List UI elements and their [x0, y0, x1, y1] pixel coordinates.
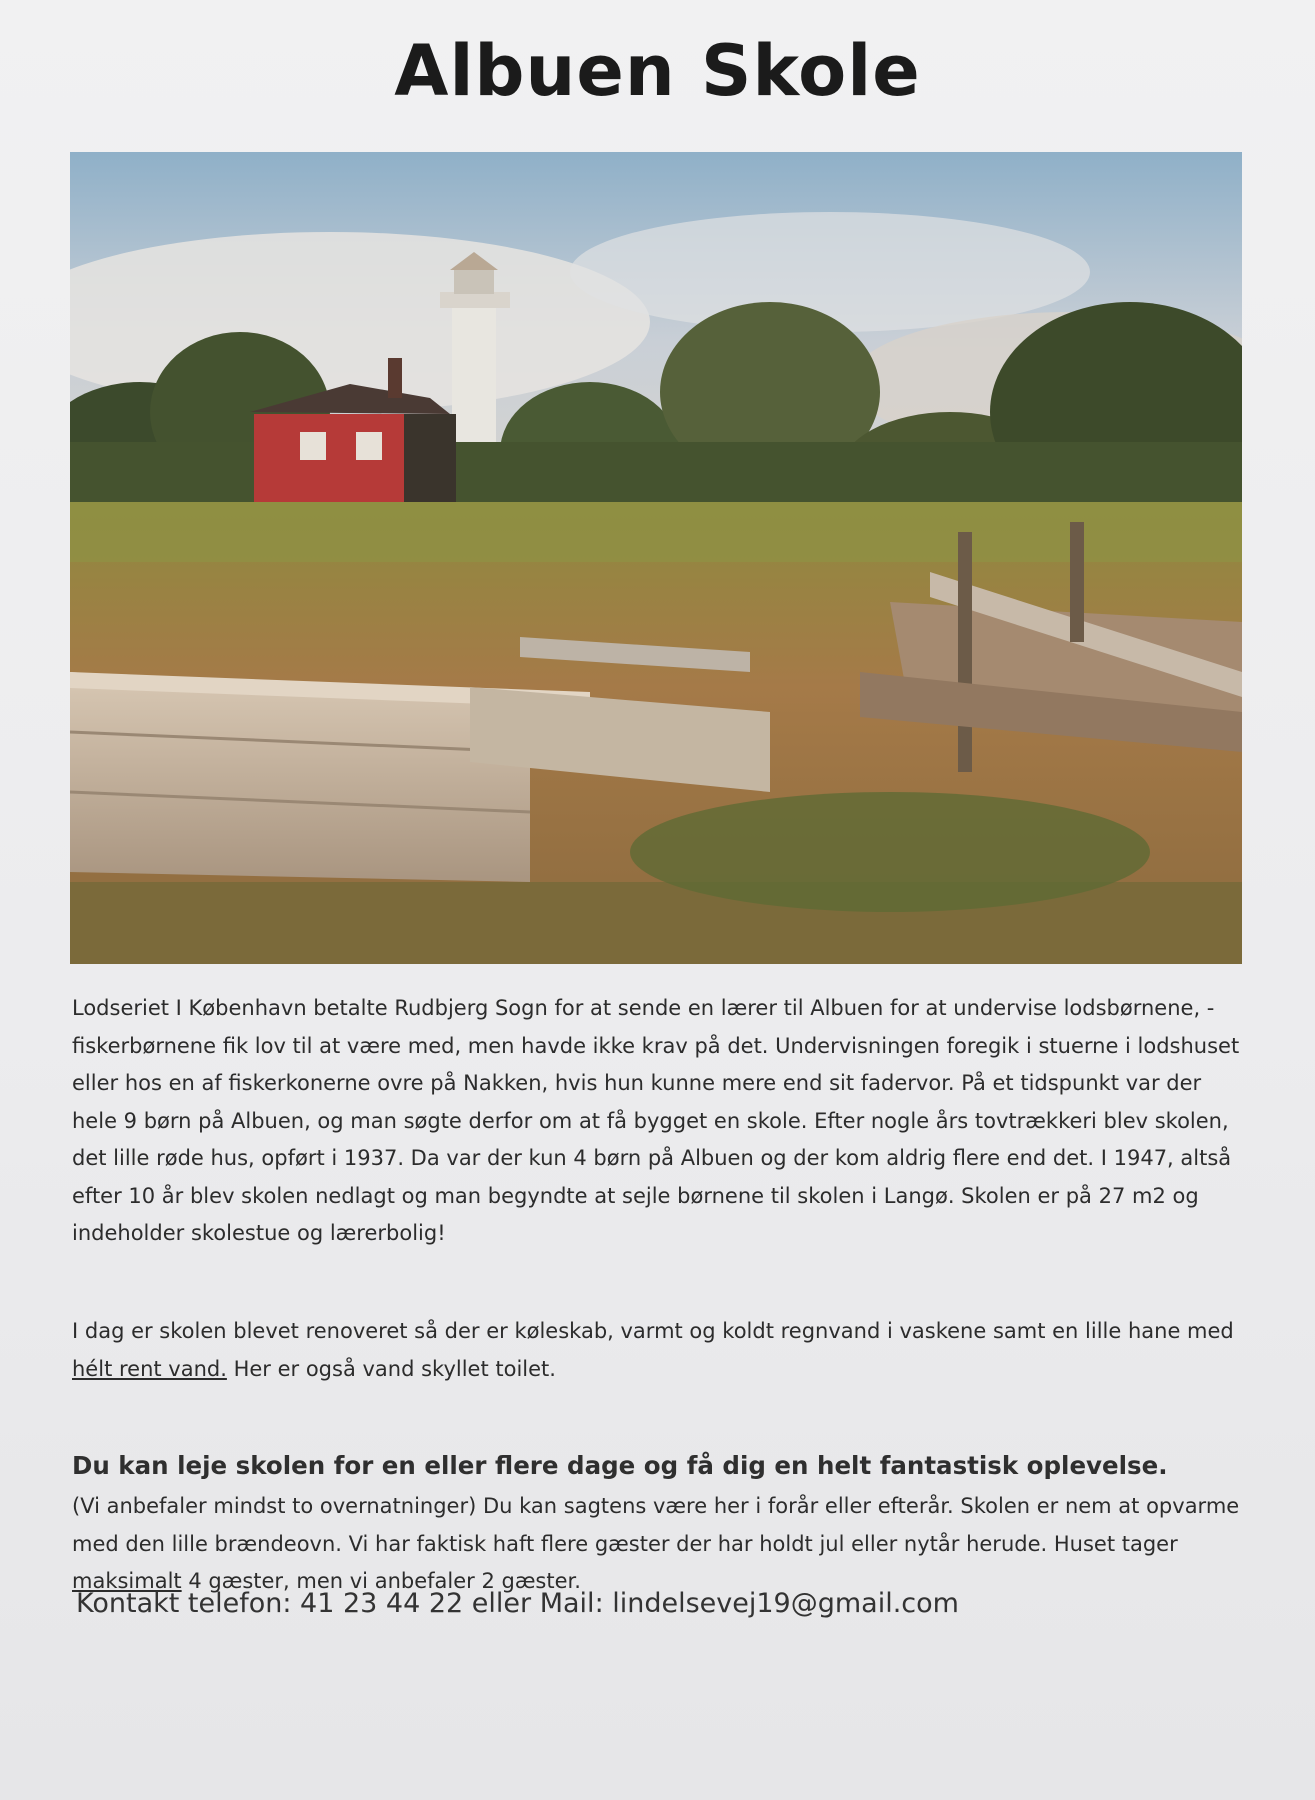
clean-water-underlined: hélt rent vand.: [72, 1356, 227, 1381]
facilities-text-start: I dag er skolen blevet renoveret så der er køleskab, varmt og koldt regnvand i vaskene samt en lille hane med: [72, 1319, 1234, 1343]
school-and-lighthouse-photo: [70, 152, 1242, 964]
facilities-paragraph: [72, 1313, 1252, 1388]
rental-text-end: 4 gæster, men vi anbefaler 2 gæster.: [181, 1569, 581, 1593]
maximum-underlined: maksimalt: [72, 1569, 182, 1593]
rental-headline: Du kan leje skolen for en eller flere dage og få dig en helt fantastisk oplevelse.: [72, 1451, 1168, 1480]
contact-line: Kontakt telefon: 41 23 44 22 eller Mail: lindelsevej19@gmail.com: [76, 1588, 959, 1619]
history-text: Lodseriet I København betalte Rudbjerg Sogn for at sende en lærer til Albuen for at undervise lodsbørnene, - fiskerbørnene fik lov til at være med, men havde ikke krav på det. Undervisningen foregik i stuerne i lodshuset eller hos en af fiskerkonerne ovre på Nakken, hvis hun kunne mere end sit fadervor. På et tidspunkt var der hele 9 børn på Albuen, og man søgte derfor om at få bygget en skole. Efter nogle års tovtrækkeri blev skolen, det lille røde hus, opført i 1937. Da var der kun 4 børn på Albuen og der kom aldrig flere end det. I 1947, altså efter 10 år blev skolen nedlagt og man begyndte at sejle børnene til skolen i Langø. Skolen er på 27 m2 og indeholder skolestue og lærerbolig!: [72, 996, 1240, 1245]
facilities-text: [72, 1313, 1252, 1388]
facilities-text-end: Her er også vand skyllet toilet.: [226, 1356, 556, 1381]
intro-paragraph: [72, 990, 1252, 1253]
photo-illustration: [70, 152, 1242, 964]
rental-section: [72, 1445, 1252, 1601]
rental-text: [72, 1488, 1252, 1601]
page-title: Albuen Skole: [394, 30, 921, 112]
rental-text-start: (Vi anbefaler mindst to overnatninger) Du kan sagtens være her i forår eller efterår. Skolen er nem at opvarme med den lille brændeovn. Vi har faktisk haft flere gæster der har holdt jul eller nytår herude. Huset tager: [72, 1494, 1240, 1556]
